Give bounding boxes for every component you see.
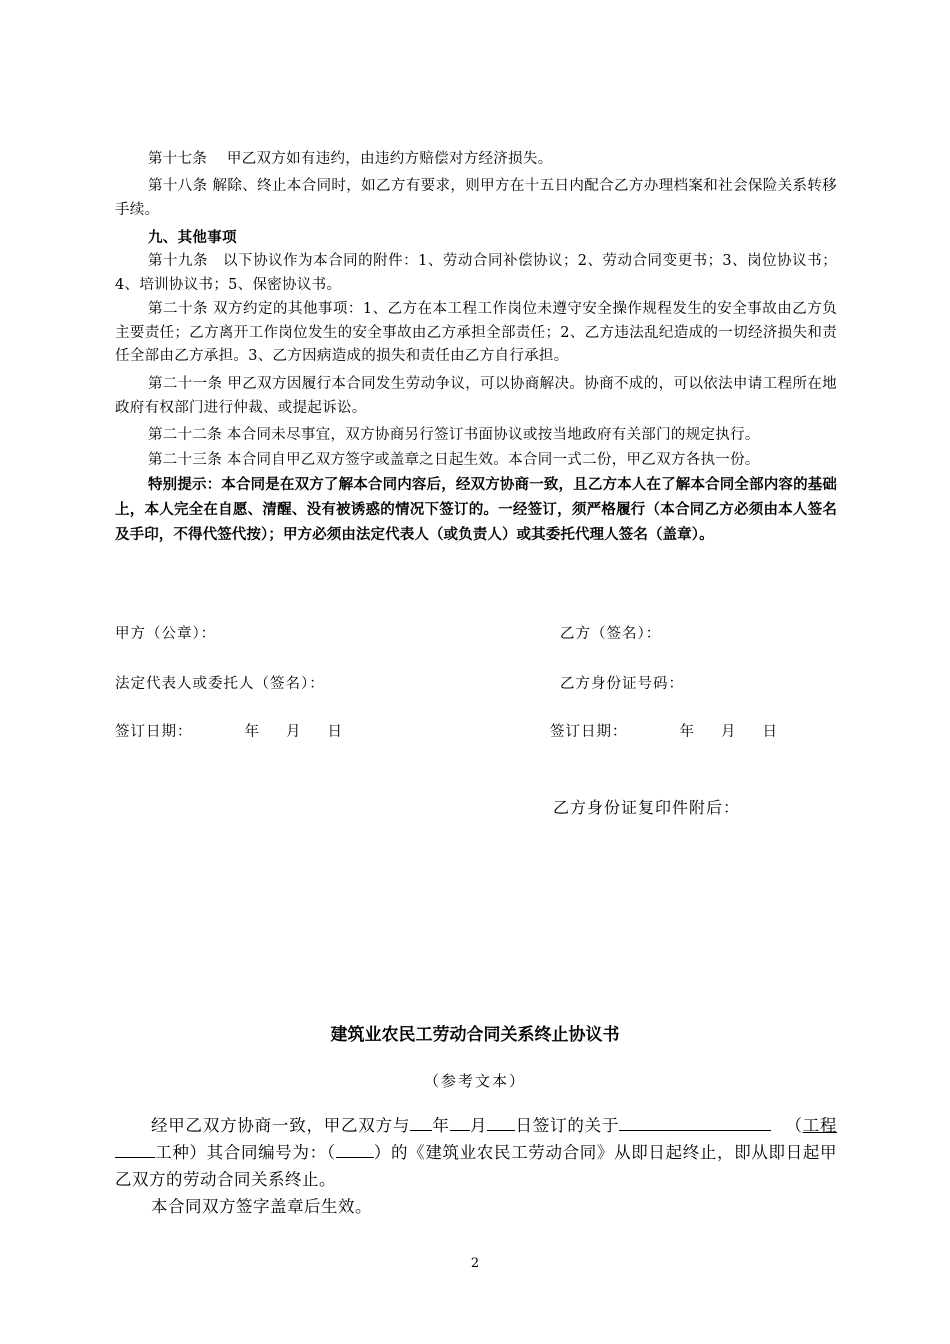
party-a-date bbox=[115, 722, 343, 742]
party-a-seal-label: 甲方（公章）： bbox=[115, 626, 217, 642]
sign-date-label: 签订日期： bbox=[550, 724, 628, 740]
month-label: 月 bbox=[286, 724, 302, 740]
party-b-sign-label: 乙方（签名）： bbox=[560, 626, 662, 642]
subject-blank[interactable] bbox=[619, 1112, 771, 1131]
project-blank[interactable] bbox=[115, 1139, 155, 1158]
page-number: 2 bbox=[470, 1256, 480, 1271]
day-blank[interactable] bbox=[487, 1112, 515, 1131]
termination-year: 年 bbox=[432, 1116, 450, 1135]
article-20: 第二十条 双方约定的其他事项：1、乙方在本工程工作岗位未遵守安全操作规程发生的安全事故由乙方负主要责任；乙方离开工作岗位发生的安全事故由乙方承担全部责任；2、乙方违法乱纪造成的一切经济损失和责任全部由乙方承担。3、乙方因病造成的损失和责任由乙方自行承担。 bbox=[115, 301, 837, 364]
section-9-heading: 九、其他事项 bbox=[148, 229, 237, 246]
month-label: 月 bbox=[721, 724, 737, 740]
article-23: 第二十三条 本合同自甲乙双方签字或盖章之日起生效。本合同一式二份，甲乙双方各执一份。 bbox=[148, 452, 760, 468]
termination-month: 月 bbox=[469, 1116, 488, 1135]
termination-text-c: ）的《建筑业农民工劳动合同》从即日起终止，即从即日起甲乙双方的劳动合同关系终止。 bbox=[115, 1143, 838, 1189]
termination-subtitle: （参考文本） bbox=[423, 1072, 526, 1090]
party-b-id-label: 乙方身份证号码： bbox=[560, 676, 684, 692]
article-17: 第十七条 甲乙双方如有违约，由违约方赔偿对方经济损失。 bbox=[148, 151, 553, 167]
year-blank[interactable] bbox=[410, 1112, 432, 1131]
project-label: 工程 bbox=[802, 1116, 838, 1135]
trade-label: 工种 bbox=[155, 1143, 190, 1162]
termination-effect: 本合同双方签字盖章后生效。 bbox=[151, 1197, 372, 1216]
id-copy-note: 乙方身份证复印件附后： bbox=[553, 798, 741, 817]
contract-number-blank[interactable] bbox=[336, 1139, 374, 1158]
termination-text-b: ）其合同编号为：（ bbox=[189, 1143, 336, 1162]
termination-text-a: 经甲乙双方协商一致，甲乙双方与 bbox=[151, 1116, 411, 1135]
legal-rep-label: 法定代表人或委托人（签名）： bbox=[115, 676, 325, 692]
article-21: 第二十一条 甲乙双方因履行本合同发生劳动争议，可以协商解决。协商不成的，可以依法申请工程所在地政府有权部门进行仲裁、或提起诉讼。 bbox=[115, 376, 837, 416]
month-blank[interactable] bbox=[450, 1112, 470, 1131]
day-label: 日 bbox=[327, 724, 343, 740]
sign-date-label: 签订日期： bbox=[115, 724, 193, 740]
article-19: 第十九条 以下协议作为本合同的附件：1、劳动合同补偿协议；2、劳动合同变更书；3、岗位协议书；4、培训协议书；5、保密协议书。 bbox=[115, 253, 837, 293]
paren-open: （ bbox=[785, 1116, 803, 1135]
article-18: 第十八条 解除、终止本合同时，如乙方有要求，则甲方在十五日内配合乙方办理档案和社会保险关系转移手续。 bbox=[115, 178, 837, 218]
year-label: 年 bbox=[679, 724, 695, 740]
year-label: 年 bbox=[244, 724, 260, 740]
party-b-date bbox=[550, 722, 778, 742]
termination-day: 日签订的关于 bbox=[515, 1116, 620, 1135]
special-note: 特别提示：本合同是在双方了解本合同内容后，经双方协商一致，且乙方本人在了解本合同全部内容的基础上，本人完全在自愿、清醒、没有被诱惑的情况下签订的。一经签订，须严格履行（本合同乙方必须由本人签名及手印，不得代签代按）；甲方必须由法定代表人（或负责人）或其委托代理人签名（盖章）。 bbox=[115, 477, 837, 543]
termination-paragraph bbox=[115, 1112, 837, 1193]
termination-title: 建筑业农民工劳动合同关系终止协议书 bbox=[330, 1025, 620, 1045]
article-22: 第二十二条 本合同未尽事宜，双方协商另行签订书面协议或按当地政府有关部门的规定执行。 bbox=[148, 427, 760, 443]
day-label: 日 bbox=[762, 724, 778, 740]
